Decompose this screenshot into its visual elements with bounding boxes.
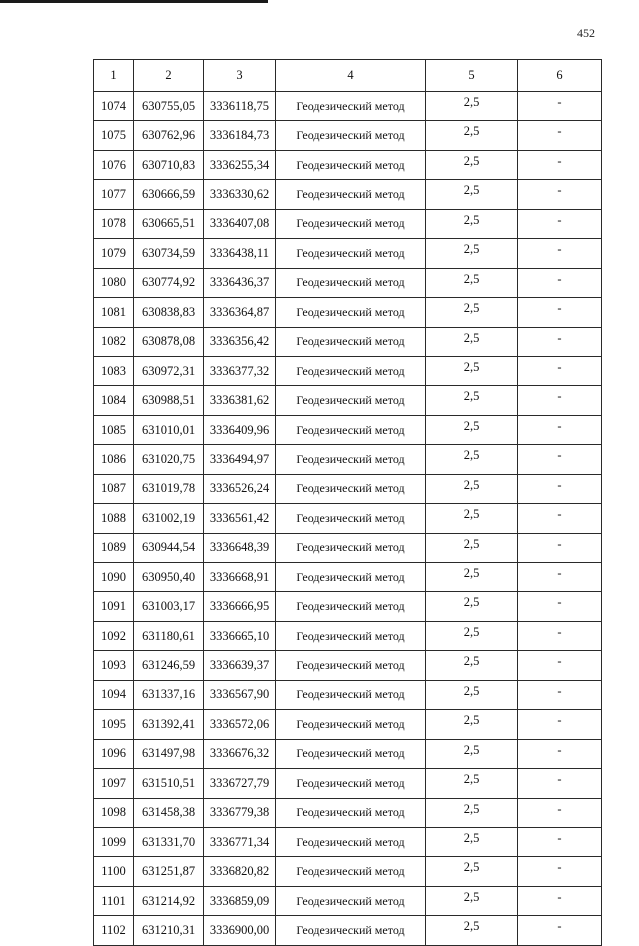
cell-accuracy: 2,5 xyxy=(426,209,518,238)
cell-accuracy: 2,5 xyxy=(426,239,518,268)
cell-accuracy: 2,5 xyxy=(426,356,518,385)
table-row xyxy=(94,769,602,798)
cell-point-number: 1095 xyxy=(94,710,134,739)
cell-accuracy: 2,5 xyxy=(426,445,518,474)
cell-method: Геодезический метод xyxy=(276,710,426,739)
table-row xyxy=(94,710,602,739)
cell-note: - xyxy=(518,886,602,915)
cell-note: - xyxy=(518,680,602,709)
cell-coord-x: 630762,96 xyxy=(134,121,204,150)
cell-point-number: 1083 xyxy=(94,356,134,385)
cell-note: - xyxy=(518,209,602,238)
cell-accuracy: 2,5 xyxy=(426,827,518,856)
cell-method: Геодезический метод xyxy=(276,563,426,592)
table-row xyxy=(94,916,602,945)
cell-note: - xyxy=(518,445,602,474)
cell-accuracy: 2,5 xyxy=(426,739,518,768)
cell-coord-y: 3336567,90 xyxy=(204,680,276,709)
cell-note: - xyxy=(518,710,602,739)
cell-point-number: 1093 xyxy=(94,651,134,680)
cell-coord-y: 3336377,32 xyxy=(204,356,276,385)
cell-coord-x: 631214,92 xyxy=(134,886,204,915)
cell-accuracy: 2,5 xyxy=(426,680,518,709)
cell-coord-y: 3336648,39 xyxy=(204,533,276,562)
cell-point-number: 1085 xyxy=(94,415,134,444)
cell-accuracy: 2,5 xyxy=(426,504,518,533)
cell-coord-x: 630755,05 xyxy=(134,92,204,121)
cell-accuracy: 2,5 xyxy=(426,710,518,739)
cell-point-number: 1098 xyxy=(94,798,134,827)
table-row xyxy=(94,474,602,503)
cell-coord-y: 3336255,34 xyxy=(204,150,276,179)
table-row xyxy=(94,504,602,533)
cell-point-number: 1077 xyxy=(94,180,134,209)
cell-method: Геодезический метод xyxy=(276,180,426,209)
cell-coord-x: 630988,51 xyxy=(134,386,204,415)
cell-accuracy: 2,5 xyxy=(426,857,518,886)
cell-method: Геодезический метод xyxy=(276,121,426,150)
cell-accuracy: 2,5 xyxy=(426,180,518,209)
cell-coord-y: 3336494,97 xyxy=(204,445,276,474)
cell-coord-x: 631392,41 xyxy=(134,710,204,739)
cell-coord-x: 631010,01 xyxy=(134,415,204,444)
cell-coord-y: 3336436,37 xyxy=(204,268,276,297)
cell-coord-x: 631003,17 xyxy=(134,592,204,621)
cell-method: Геодезический метод xyxy=(276,827,426,856)
cell-coord-y: 3336356,42 xyxy=(204,327,276,356)
table-row xyxy=(94,857,602,886)
cell-method: Геодезический метод xyxy=(276,886,426,915)
page-number: 452 xyxy=(577,26,595,40)
cell-method: Геодезический метод xyxy=(276,445,426,474)
cell-accuracy: 2,5 xyxy=(426,916,518,945)
table-row xyxy=(94,533,602,562)
cell-method: Геодезический метод xyxy=(276,209,426,238)
table-row xyxy=(94,150,602,179)
cell-note: - xyxy=(518,563,602,592)
cell-coord-y: 3336900,00 xyxy=(204,916,276,945)
cell-accuracy: 2,5 xyxy=(426,533,518,562)
table-row xyxy=(94,327,602,356)
cell-point-number: 1078 xyxy=(94,209,134,238)
cell-point-number: 1092 xyxy=(94,621,134,650)
cell-coord-x: 630665,51 xyxy=(134,209,204,238)
table-row xyxy=(94,827,602,856)
table-row xyxy=(94,445,602,474)
cell-method: Геодезический метод xyxy=(276,92,426,121)
cell-note: - xyxy=(518,180,602,209)
header-col-5: 5 xyxy=(426,60,518,92)
cell-coord-x: 630950,40 xyxy=(134,563,204,592)
table-row xyxy=(94,209,602,238)
cell-point-number: 1096 xyxy=(94,739,134,768)
cell-point-number: 1101 xyxy=(94,886,134,915)
table-row xyxy=(94,739,602,768)
table-row xyxy=(94,386,602,415)
cell-note: - xyxy=(518,827,602,856)
cell-coord-y: 3336364,87 xyxy=(204,298,276,327)
table-row xyxy=(94,651,602,680)
cell-coord-y: 3336572,06 xyxy=(204,710,276,739)
cell-accuracy: 2,5 xyxy=(426,798,518,827)
cell-point-number: 1102 xyxy=(94,916,134,945)
cell-point-number: 1086 xyxy=(94,445,134,474)
cell-accuracy: 2,5 xyxy=(426,592,518,621)
table-row xyxy=(94,298,602,327)
cell-accuracy: 2,5 xyxy=(426,415,518,444)
cell-accuracy: 2,5 xyxy=(426,268,518,297)
cell-method: Геодезический метод xyxy=(276,386,426,415)
cell-note: - xyxy=(518,651,602,680)
cell-note: - xyxy=(518,415,602,444)
cell-coord-x: 631002,19 xyxy=(134,504,204,533)
cell-accuracy: 2,5 xyxy=(426,563,518,592)
cell-note: - xyxy=(518,798,602,827)
header-col-6: 6 xyxy=(518,60,602,92)
cell-note: - xyxy=(518,386,602,415)
table-header-row xyxy=(94,60,602,92)
cell-coord-y: 3336330,62 xyxy=(204,180,276,209)
table-row xyxy=(94,356,602,385)
cell-coord-x: 631331,70 xyxy=(134,827,204,856)
cell-coord-x: 630774,92 xyxy=(134,268,204,297)
cell-coord-y: 3336859,09 xyxy=(204,886,276,915)
cell-accuracy: 2,5 xyxy=(426,327,518,356)
cell-note: - xyxy=(518,327,602,356)
cell-method: Геодезический метод xyxy=(276,916,426,945)
coordinates-table xyxy=(93,59,602,946)
cell-coord-y: 3336118,75 xyxy=(204,92,276,121)
cell-coord-y: 3336666,95 xyxy=(204,592,276,621)
cell-coord-y: 3336771,34 xyxy=(204,827,276,856)
cell-note: - xyxy=(518,298,602,327)
cell-method: Геодезический метод xyxy=(276,150,426,179)
cell-coord-y: 3336407,08 xyxy=(204,209,276,238)
cell-method: Геодезический метод xyxy=(276,857,426,886)
table-row xyxy=(94,415,602,444)
cell-accuracy: 2,5 xyxy=(426,769,518,798)
cell-coord-x: 630944,54 xyxy=(134,533,204,562)
table-row xyxy=(94,886,602,915)
cell-method: Геодезический метод xyxy=(276,533,426,562)
cell-coord-y: 3336381,62 xyxy=(204,386,276,415)
header-col-2: 2 xyxy=(134,60,204,92)
cell-method: Геодезический метод xyxy=(276,621,426,650)
cell-coord-y: 3336820,82 xyxy=(204,857,276,886)
header-col-3: 3 xyxy=(204,60,276,92)
cell-point-number: 1079 xyxy=(94,239,134,268)
cell-coord-x: 630710,83 xyxy=(134,150,204,179)
cell-point-number: 1084 xyxy=(94,386,134,415)
header-col-1: 1 xyxy=(94,60,134,92)
cell-point-number: 1090 xyxy=(94,563,134,592)
cell-point-number: 1097 xyxy=(94,769,134,798)
table-row xyxy=(94,592,602,621)
cell-coord-y: 3336561,42 xyxy=(204,504,276,533)
cell-point-number: 1081 xyxy=(94,298,134,327)
cell-note: - xyxy=(518,92,602,121)
cell-coord-x: 631337,16 xyxy=(134,680,204,709)
cell-coord-x: 631510,51 xyxy=(134,769,204,798)
cell-coord-x: 631251,87 xyxy=(134,857,204,886)
cell-note: - xyxy=(518,474,602,503)
cell-accuracy: 2,5 xyxy=(426,150,518,179)
cell-coord-x: 631020,75 xyxy=(134,445,204,474)
cell-coord-x: 631458,38 xyxy=(134,798,204,827)
cell-note: - xyxy=(518,769,602,798)
cell-point-number: 1091 xyxy=(94,592,134,621)
cell-coord-y: 3336665,10 xyxy=(204,621,276,650)
cell-note: - xyxy=(518,533,602,562)
top-rule xyxy=(0,0,268,3)
table-row xyxy=(94,798,602,827)
table-row xyxy=(94,621,602,650)
cell-note: - xyxy=(518,239,602,268)
cell-point-number: 1080 xyxy=(94,268,134,297)
cell-coord-x: 630972,31 xyxy=(134,356,204,385)
cell-coord-x: 631210,31 xyxy=(134,916,204,945)
cell-point-number: 1088 xyxy=(94,504,134,533)
cell-point-number: 1075 xyxy=(94,121,134,150)
cell-coord-x: 631246,59 xyxy=(134,651,204,680)
cell-accuracy: 2,5 xyxy=(426,298,518,327)
cell-accuracy: 2,5 xyxy=(426,621,518,650)
table-row xyxy=(94,92,602,121)
cell-point-number: 1089 xyxy=(94,533,134,562)
cell-point-number: 1100 xyxy=(94,857,134,886)
table-row xyxy=(94,563,602,592)
table-row xyxy=(94,121,602,150)
cell-coord-y: 3336409,96 xyxy=(204,415,276,444)
cell-point-number: 1076 xyxy=(94,150,134,179)
cell-accuracy: 2,5 xyxy=(426,651,518,680)
cell-note: - xyxy=(518,621,602,650)
cell-method: Геодезический метод xyxy=(276,239,426,268)
cell-method: Геодезический метод xyxy=(276,327,426,356)
cell-coord-y: 3336668,91 xyxy=(204,563,276,592)
cell-note: - xyxy=(518,739,602,768)
cell-coord-y: 3336779,38 xyxy=(204,798,276,827)
cell-accuracy: 2,5 xyxy=(426,386,518,415)
cell-coord-x: 630878,08 xyxy=(134,327,204,356)
cell-note: - xyxy=(518,916,602,945)
cell-method: Геодезический метод xyxy=(276,769,426,798)
cell-method: Геодезический метод xyxy=(276,268,426,297)
cell-coord-x: 631019,78 xyxy=(134,474,204,503)
cell-accuracy: 2,5 xyxy=(426,886,518,915)
cell-coord-y: 3336676,32 xyxy=(204,739,276,768)
cell-accuracy: 2,5 xyxy=(426,121,518,150)
cell-coord-x: 631180,61 xyxy=(134,621,204,650)
cell-method: Геодезический метод xyxy=(276,592,426,621)
cell-method: Геодезический метод xyxy=(276,739,426,768)
cell-accuracy: 2,5 xyxy=(426,92,518,121)
cell-coord-y: 3336184,73 xyxy=(204,121,276,150)
cell-note: - xyxy=(518,592,602,621)
cell-note: - xyxy=(518,356,602,385)
cell-note: - xyxy=(518,857,602,886)
cell-coord-y: 3336727,79 xyxy=(204,769,276,798)
cell-note: - xyxy=(518,150,602,179)
cell-method: Геодезический метод xyxy=(276,651,426,680)
cell-coord-y: 3336438,11 xyxy=(204,239,276,268)
cell-note: - xyxy=(518,504,602,533)
cell-coord-x: 630734,59 xyxy=(134,239,204,268)
table-body xyxy=(94,92,602,946)
cell-note: - xyxy=(518,268,602,297)
header-col-4: 4 xyxy=(276,60,426,92)
cell-method: Геодезический метод xyxy=(276,474,426,503)
cell-coord-y: 3336526,24 xyxy=(204,474,276,503)
cell-point-number: 1082 xyxy=(94,327,134,356)
cell-point-number: 1099 xyxy=(94,827,134,856)
cell-method: Геодезический метод xyxy=(276,680,426,709)
table-row xyxy=(94,268,602,297)
table-row xyxy=(94,180,602,209)
table-row xyxy=(94,239,602,268)
table-row xyxy=(94,680,602,709)
cell-coord-x: 631497,98 xyxy=(134,739,204,768)
cell-method: Геодезический метод xyxy=(276,504,426,533)
cell-point-number: 1094 xyxy=(94,680,134,709)
cell-coord-x: 630666,59 xyxy=(134,180,204,209)
cell-method: Геодезический метод xyxy=(276,415,426,444)
cell-coord-x: 630838,83 xyxy=(134,298,204,327)
cell-note: - xyxy=(518,121,602,150)
cell-point-number: 1087 xyxy=(94,474,134,503)
cell-coord-y: 3336639,37 xyxy=(204,651,276,680)
cell-method: Геодезический метод xyxy=(276,298,426,327)
cell-point-number: 1074 xyxy=(94,92,134,121)
cell-method: Геодезический метод xyxy=(276,798,426,827)
cell-method: Геодезический метод xyxy=(276,356,426,385)
cell-accuracy: 2,5 xyxy=(426,474,518,503)
